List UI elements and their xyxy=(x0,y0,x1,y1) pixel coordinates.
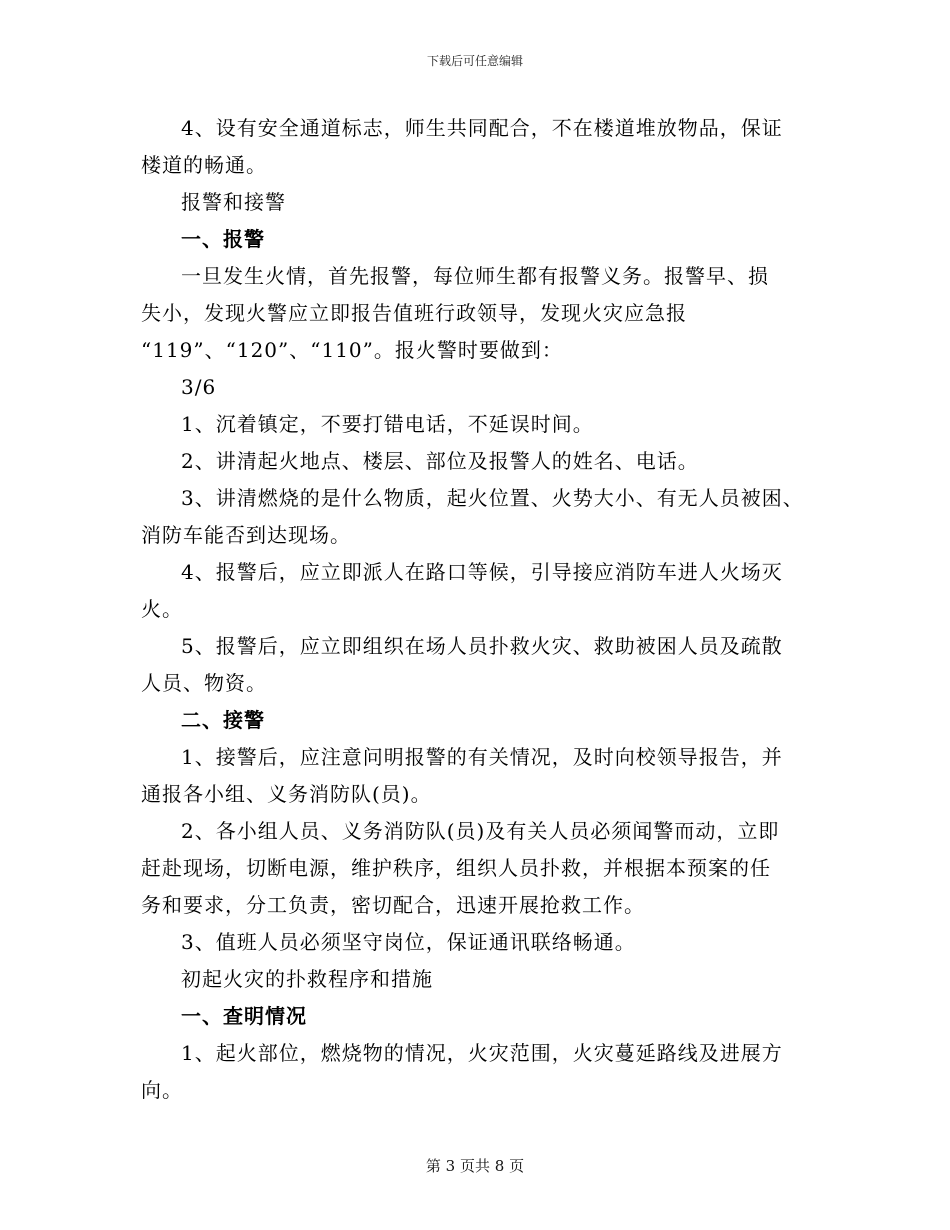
subsection-heading: 二、接警 xyxy=(181,708,265,732)
list-item: 5、报警后，应立即组织在场人员扑救火灾、救助被困人员及疏散 xyxy=(181,634,783,658)
list-item-cont: 通报各小组、义务消防队(员)。 xyxy=(141,782,432,806)
list-item-cont: 消防车能否到达现场。 xyxy=(141,523,351,547)
section-heading: 初起火灾的扑救程序和措施 xyxy=(181,967,433,991)
list-item: 1、沉着镇定，不要打错电话，不延误时间。 xyxy=(181,412,594,436)
paragraph-line: “119”、“120”、“110”。报火警时要做到： xyxy=(141,338,563,362)
section-heading: 报警和接警 xyxy=(181,190,286,214)
document-body xyxy=(141,110,831,1109)
list-item: 2、讲清起火地点、楼层、部位及报警人的姓名、电话。 xyxy=(181,449,699,473)
paragraph-line: 一旦发生火情，首先报警，每位师生都有报警义务。报警早、损 xyxy=(181,264,769,288)
list-item: 2、各小组人员、义务消防队(员)及有关人员必须闻警而动，立即 xyxy=(181,819,780,843)
list-item: 3、讲清燃烧的是什么物质，起火位置、火势大小、有无人员被困、 xyxy=(181,486,804,510)
paragraph-line: 失小，发现火警应立即报告值班行政领导，发现火灾应急报 xyxy=(141,301,687,325)
list-item-cont: 人员、物资。 xyxy=(141,671,267,695)
subsection-heading: 一、查明情况 xyxy=(181,1004,307,1028)
list-item: 1、接警后，应注意问明报警的有关情况，及时向校领导报告，并 xyxy=(181,745,783,769)
page-fraction: 3/6 xyxy=(181,375,217,399)
list-item-cont: 务和要求，分工负责，密切配合，迅速开展抢救工作。 xyxy=(141,893,645,917)
subsection-heading: 一、报警 xyxy=(181,227,265,251)
list-item-cont: 向。 xyxy=(141,1078,183,1102)
page-header: 下载后可任意编辑 xyxy=(426,54,523,68)
list-item: 3、值班人员必须坚守岗位，保证通讯联络畅通。 xyxy=(181,930,636,954)
list-item: 1、起火部位，燃烧物的情况，火灾范围，火灾蔓延路线及进展方 xyxy=(181,1041,783,1065)
list-item: 4、报警后，应立即派人在路口等候，引导接应消防车进人火场灭 xyxy=(181,560,783,584)
list-item-cont: 火。 xyxy=(141,597,183,621)
page-footer: 第 3 页共 8 页 xyxy=(425,1157,525,1175)
paragraph-line: 楼道的畅通。 xyxy=(141,153,267,177)
paragraph-line: 4、设有安全通道标志，师生共同配合，不在楼道堆放物品，保证 xyxy=(181,116,783,140)
list-item-cont: 赶赴现场，切断电源，维护秩序，组织人员扑救，并根据本预案的任 xyxy=(141,856,771,880)
